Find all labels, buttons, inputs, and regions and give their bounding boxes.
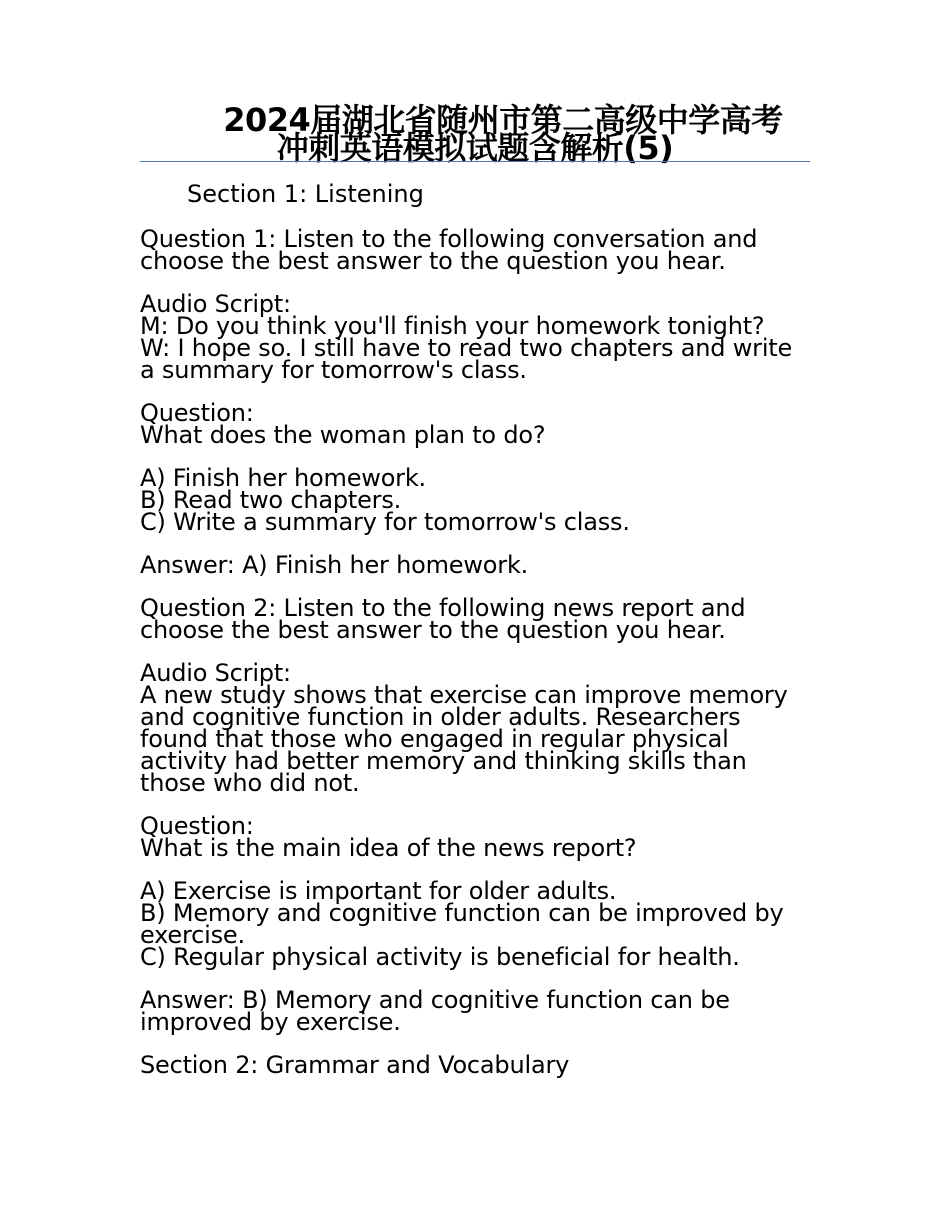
q1-option-a: A) Finish her homework. — [140, 464, 426, 492]
document-title — [140, 101, 810, 167]
q2-prompt-line-1: Question 2: Listen to the following news report and — [140, 594, 746, 622]
section-2-heading-text: Section 2: Grammar and Vocabulary — [140, 1051, 570, 1079]
q2-options — [140, 877, 810, 971]
q2-question-label: Question: — [140, 812, 254, 840]
q2-audio-script — [140, 659, 810, 797]
q2-answer-line-2: improved by exercise. — [140, 1008, 401, 1036]
q2-option-b-line-2: exercise. — [140, 921, 245, 949]
q1-option-c: C) Write a summary for tomorrow's class. — [140, 508, 630, 536]
title-line-1: 2024届湖北省随州市第二高级中学高考 — [223, 101, 783, 139]
q1-script-line-3: a summary for tomorrow's class. — [140, 356, 527, 384]
q1-prompt-line-1: Question 1: Listen to the following conversation and — [140, 225, 758, 253]
q1-audio-script — [140, 290, 810, 384]
q2-script-line-2: and cognitive function in older adults. Researchers — [140, 703, 741, 731]
q2-question-text: What is the main idea of the news report? — [140, 834, 637, 862]
q1-script-line-2: W: I hope so. I still have to read two chapters and write — [140, 334, 793, 362]
section-1-heading: Section 1: Listening — [187, 180, 424, 208]
q2-prompt — [140, 594, 810, 644]
q1-question — [140, 399, 810, 449]
title-underline — [140, 161, 810, 162]
q1-answer-text: Answer: A) Finish her homework. — [140, 551, 529, 579]
q1-answer — [140, 551, 810, 579]
title-line-2: 冲刺英语模拟试题含解析(5) — [276, 129, 674, 167]
q2-script-line-5: those who did not. — [140, 769, 360, 797]
q1-question-text: What does the woman plan to do? — [140, 421, 546, 449]
q2-prompt-line-2: choose the best answer to the question you hear. — [140, 616, 726, 644]
q2-option-a: A) Exercise is important for older adults. — [140, 877, 617, 905]
q1-prompt-line-2: choose the best answer to the question you hear. — [140, 247, 726, 275]
section-2-heading — [140, 1051, 810, 1079]
q1-prompt — [140, 225, 810, 275]
q1-options — [140, 464, 810, 536]
q1-script-line-1: M: Do you think you'll finish your homework tonight? — [140, 312, 765, 340]
q2-script-line-3: found that those who engaged in regular physical — [140, 725, 729, 753]
q2-option-c: C) Regular physical activity is beneficial for health. — [140, 943, 740, 971]
q2-question — [140, 812, 810, 862]
q1-question-label: Question: — [140, 399, 254, 427]
q2-script-line-1: A new study shows that exercise can improve memory — [140, 681, 788, 709]
q2-option-b-line-1: B) Memory and cognitive function can be improved by — [140, 899, 784, 927]
q2-answer-line-1: Answer: B) Memory and cognitive function can be — [140, 986, 730, 1014]
q2-script-line-4: activity had better memory and thinking skills than — [140, 747, 747, 775]
q2-answer — [140, 986, 810, 1036]
q1-option-b: B) Read two chapters. — [140, 486, 402, 514]
q1-script-label: Audio Script: — [140, 290, 291, 318]
q2-script-label: Audio Script: — [140, 659, 291, 687]
